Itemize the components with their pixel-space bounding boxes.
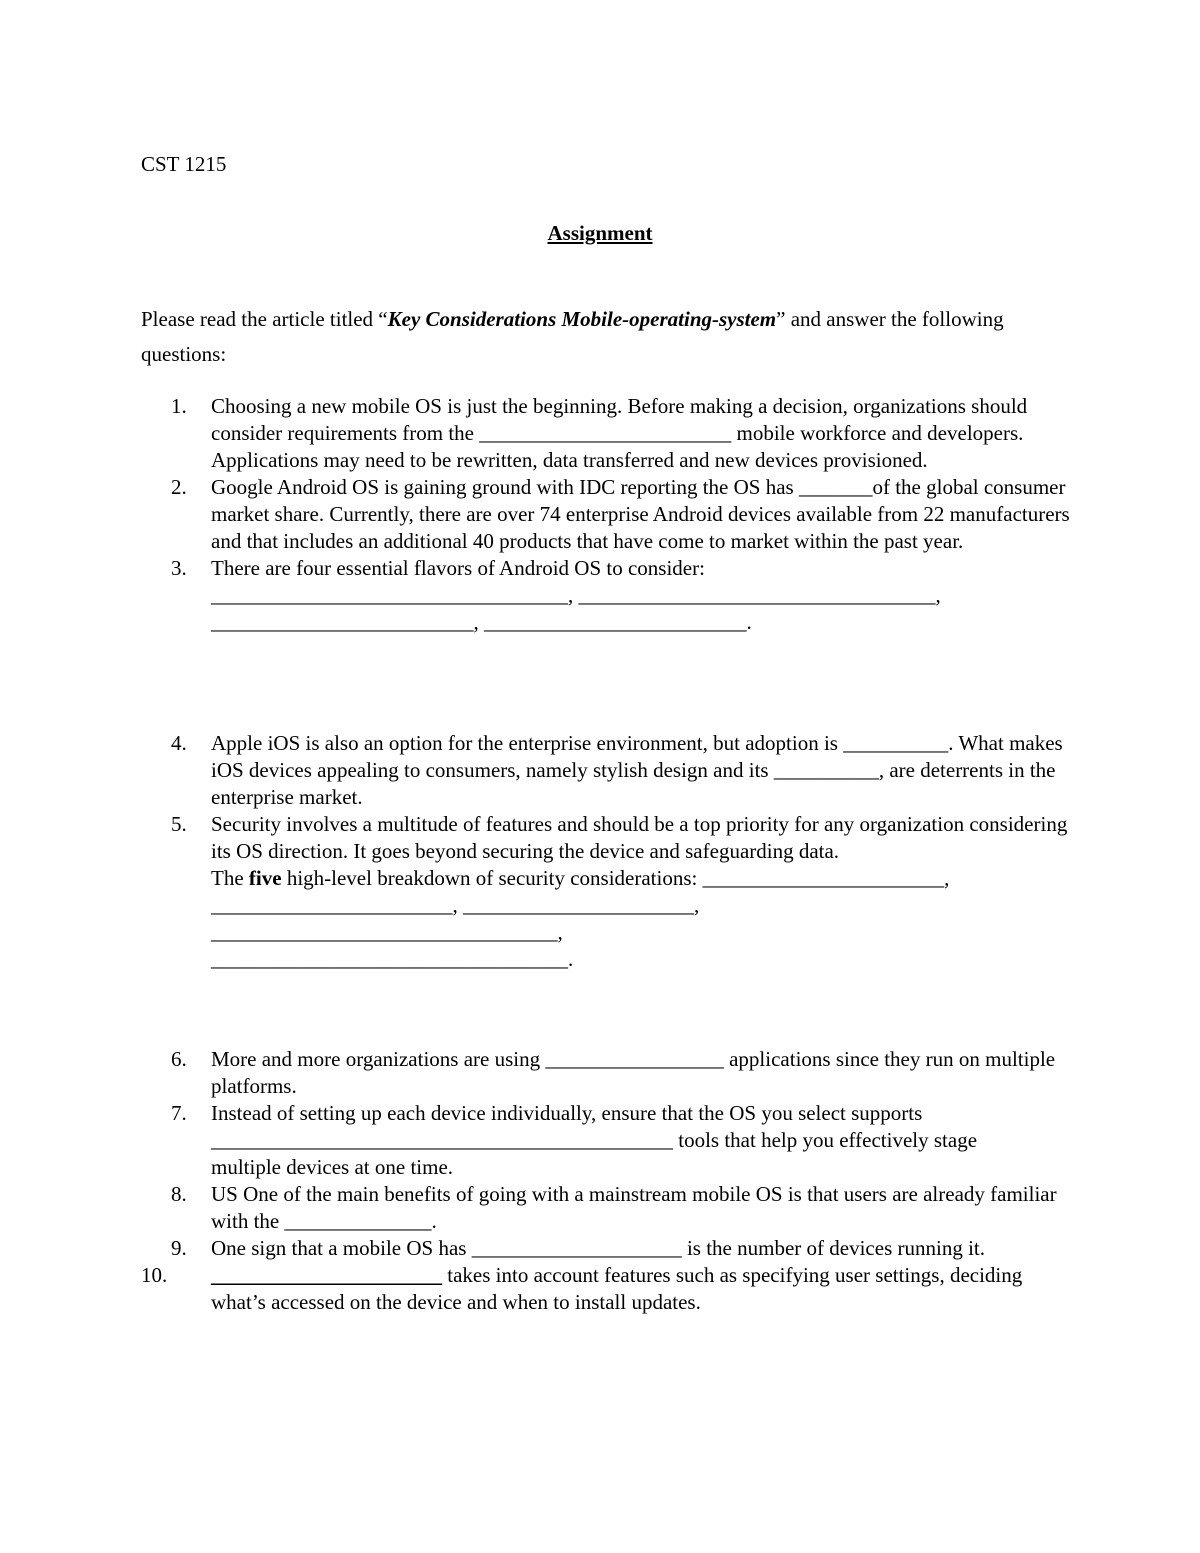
- question-number: 5.: [171, 812, 187, 836]
- page-title: Assignment: [547, 221, 653, 245]
- question-2: [141, 474, 1071, 555]
- question-number: 8.: [171, 1182, 187, 1206]
- answer-blanks-line: ____________________________________________ tools that help you effectively stage: [211, 1128, 978, 1152]
- question-text: multiple devices at one time.: [211, 1155, 454, 1179]
- question-5: [141, 811, 1071, 973]
- intro-prefix: Please read the article titled “: [141, 307, 388, 331]
- question-6: [141, 1046, 1071, 1100]
- emphasis-five: five: [248, 866, 282, 890]
- answer-blanks-line: __________________________________.: [211, 947, 574, 971]
- question-text: Instead of setting up each device individually, ensure that the OS you select supports: [211, 1101, 923, 1125]
- intro-suffix: ” and answer the following questions:: [141, 307, 1004, 366]
- question-number: 4.: [171, 731, 187, 755]
- question-list: [141, 393, 1071, 1316]
- answer-blank: ______________________: [211, 1263, 442, 1287]
- question-10: [141, 1262, 1071, 1316]
- text-prefix: The: [211, 866, 249, 890]
- answer-blanks-line: __________________________________, __________________________________,: [211, 583, 941, 607]
- question-4: [141, 730, 1071, 811]
- question-9: [141, 1235, 1071, 1262]
- question-text: Security involves a multitude of features and should be a top priority for any organization considering its OS direction. It goes beyond securing the device and safeguarding data.: [211, 812, 1068, 863]
- question-text: [211, 1262, 1071, 1316]
- question-number: 3.: [171, 556, 187, 580]
- question-1: [141, 393, 1071, 474]
- question-7: [141, 1100, 1071, 1181]
- spacer: [141, 636, 1071, 730]
- question-text: Apple iOS is also an option for the enterprise environment, but adoption is __________. What makes iOS devices appealing to consumers, namely stylish design and its __________, are deterrents in the enterprise market.: [211, 731, 1063, 809]
- question-text: Google Android OS is gaining ground with IDC reporting the OS has _______of the global consumer market share. Currently, there are over 74 enterprise Android devices available from 22 manufacturers and that includes an additional 40 products that have come to market within the past year.: [211, 475, 1070, 553]
- question-number: 9.: [171, 1236, 187, 1260]
- text-suffix: high-level breakdown of security considerations: _______________________,: [281, 866, 950, 890]
- question-3: [141, 555, 1071, 636]
- question-text-line: [211, 865, 1071, 892]
- question-number: 10.: [141, 1263, 168, 1287]
- course-code: CST 1215: [141, 152, 227, 176]
- intro-paragraph: [141, 302, 1051, 372]
- text-suffix: takes into account features such as specifying user settings, deciding what’s accessed on the device and when to install updates.: [211, 1263, 1023, 1314]
- question-text: There are four essential flavors of Android OS to consider:: [211, 556, 705, 580]
- question-text: More and more organizations are using _________________ applications since they run on multiple platforms.: [211, 1047, 1056, 1098]
- question-text: Choosing a new mobile OS is just the beginning. Before making a decision, organizations should consider requirements from the ________________________ mobile workforce and developers. Applications may need to be rewritten, data transferred and new devices provisioned.: [211, 394, 1028, 472]
- spacer: [141, 973, 1071, 1046]
- question-number: 6.: [171, 1047, 187, 1071]
- answer-blanks-line: _______________________, ______________________,: [211, 893, 700, 917]
- question-8: [141, 1181, 1071, 1235]
- answer-blanks-line: _________________________, _________________________.: [211, 610, 752, 634]
- question-text: US One of the main benefits of going with a mainstream mobile OS is that users are already familiar with the ______________.: [211, 1182, 1057, 1233]
- question-number: 1.: [171, 394, 187, 418]
- article-title: Key Considerations Mobile-operating-system: [387, 307, 777, 331]
- question-text: One sign that a mobile OS has ____________________ is the number of devices running it.: [211, 1236, 985, 1260]
- question-number: 2.: [171, 475, 187, 499]
- question-number: 7.: [171, 1101, 187, 1125]
- answer-blanks-line: _________________________________,: [211, 920, 563, 944]
